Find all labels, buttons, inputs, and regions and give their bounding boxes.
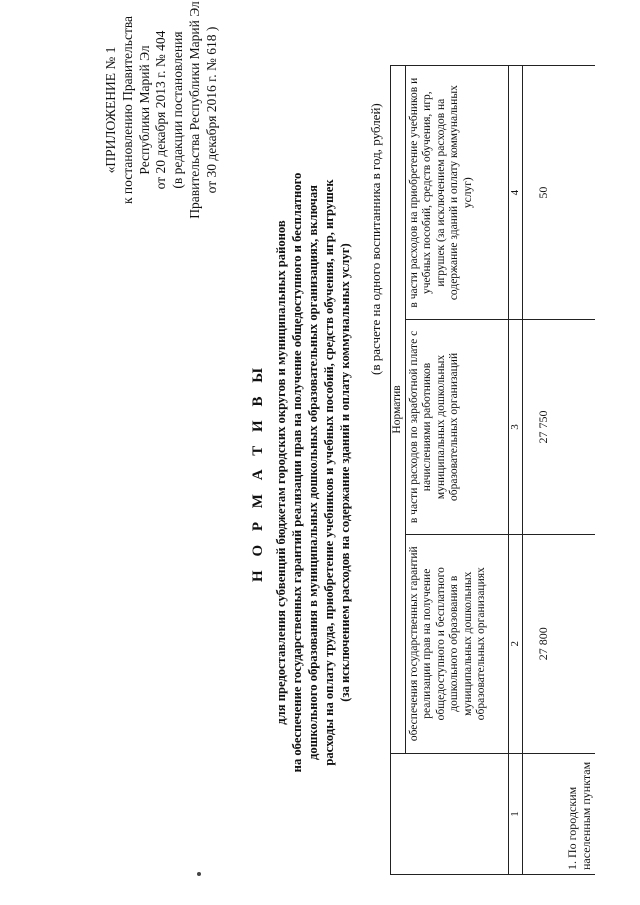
table-header-row xyxy=(391,66,406,875)
subtitle-line: для предоставления субвенций бюджетам городских округов и муниципальных районов xyxy=(274,220,288,725)
calculation-note: (в расчете на одного воспитанника в год, рублей) xyxy=(368,103,383,375)
subtitle-line: расходы на оплату труда, приобретение учебников и учебных пособий, средств обучения, игр, игрушек xyxy=(322,179,337,766)
appendix-line: к постановлению Правительства xyxy=(119,15,135,205)
appendix-line: «ПРИЛОЖЕНИЕ № 1 xyxy=(103,46,118,174)
table-row xyxy=(523,66,596,875)
empty-header-cell xyxy=(391,753,509,874)
table-header-row xyxy=(405,66,508,875)
column-number: 3 xyxy=(508,320,523,534)
column-header-materials: в части расходов на приобретение учебников и учебных пособий, средств обучения, игр, игрушек (за исключением расходов на содержание зданий и оплату коммунальных услуг) xyxy=(405,66,508,320)
cell-materials: 50 xyxy=(523,66,596,320)
group-header-normative: Норматив xyxy=(391,66,406,754)
appendix-line: Республики Марий Эл xyxy=(136,45,152,175)
column-number: 2 xyxy=(508,534,523,753)
appendix-line: от 20 декабря 2013 г. № 404 xyxy=(153,30,169,190)
column-number: 1 xyxy=(508,753,523,874)
subtitle-line: (за исключением расходов на содержание зданий и оплату коммунальных услуг) xyxy=(338,243,353,702)
document-title xyxy=(250,70,353,875)
column-header-salary: в части расходов по заработной плате с начислениями работников муниципальных дошкольных образовательных организаций xyxy=(405,320,508,534)
norms-table xyxy=(390,65,595,875)
appendix-line: (в редакции постановления xyxy=(170,31,186,189)
subtitle-line: на обеспечение государственных гарантий реализации прав на получение общедоступного и бесплатного xyxy=(290,172,305,773)
column-header-total: обеспечения государственных гарантий реализации прав на получение общедоступного и бесплатного дошкольного образования в муниципальных дошкольных образовательных организациях xyxy=(405,534,508,753)
cell-salary: 27 750 xyxy=(523,320,596,534)
subtitle-line: дошкольного образования в муниципальных дошкольных образовательных организациях, включая xyxy=(306,185,321,760)
column-number-row xyxy=(508,66,523,875)
row-label: 1. По городским населенным пунктам xyxy=(523,753,596,874)
cell-total: 27 800 xyxy=(523,534,596,753)
appendix-header xyxy=(103,0,221,225)
scan-speck xyxy=(197,872,201,876)
column-number: 4 xyxy=(508,66,523,320)
title-main: Н О Р М А Т И В Ы xyxy=(250,363,266,582)
appendix-line: Правительства Республики Марий Эл xyxy=(186,1,202,219)
appendix-line: от 30 декабря 2016 г. № 618 ) xyxy=(203,26,219,194)
